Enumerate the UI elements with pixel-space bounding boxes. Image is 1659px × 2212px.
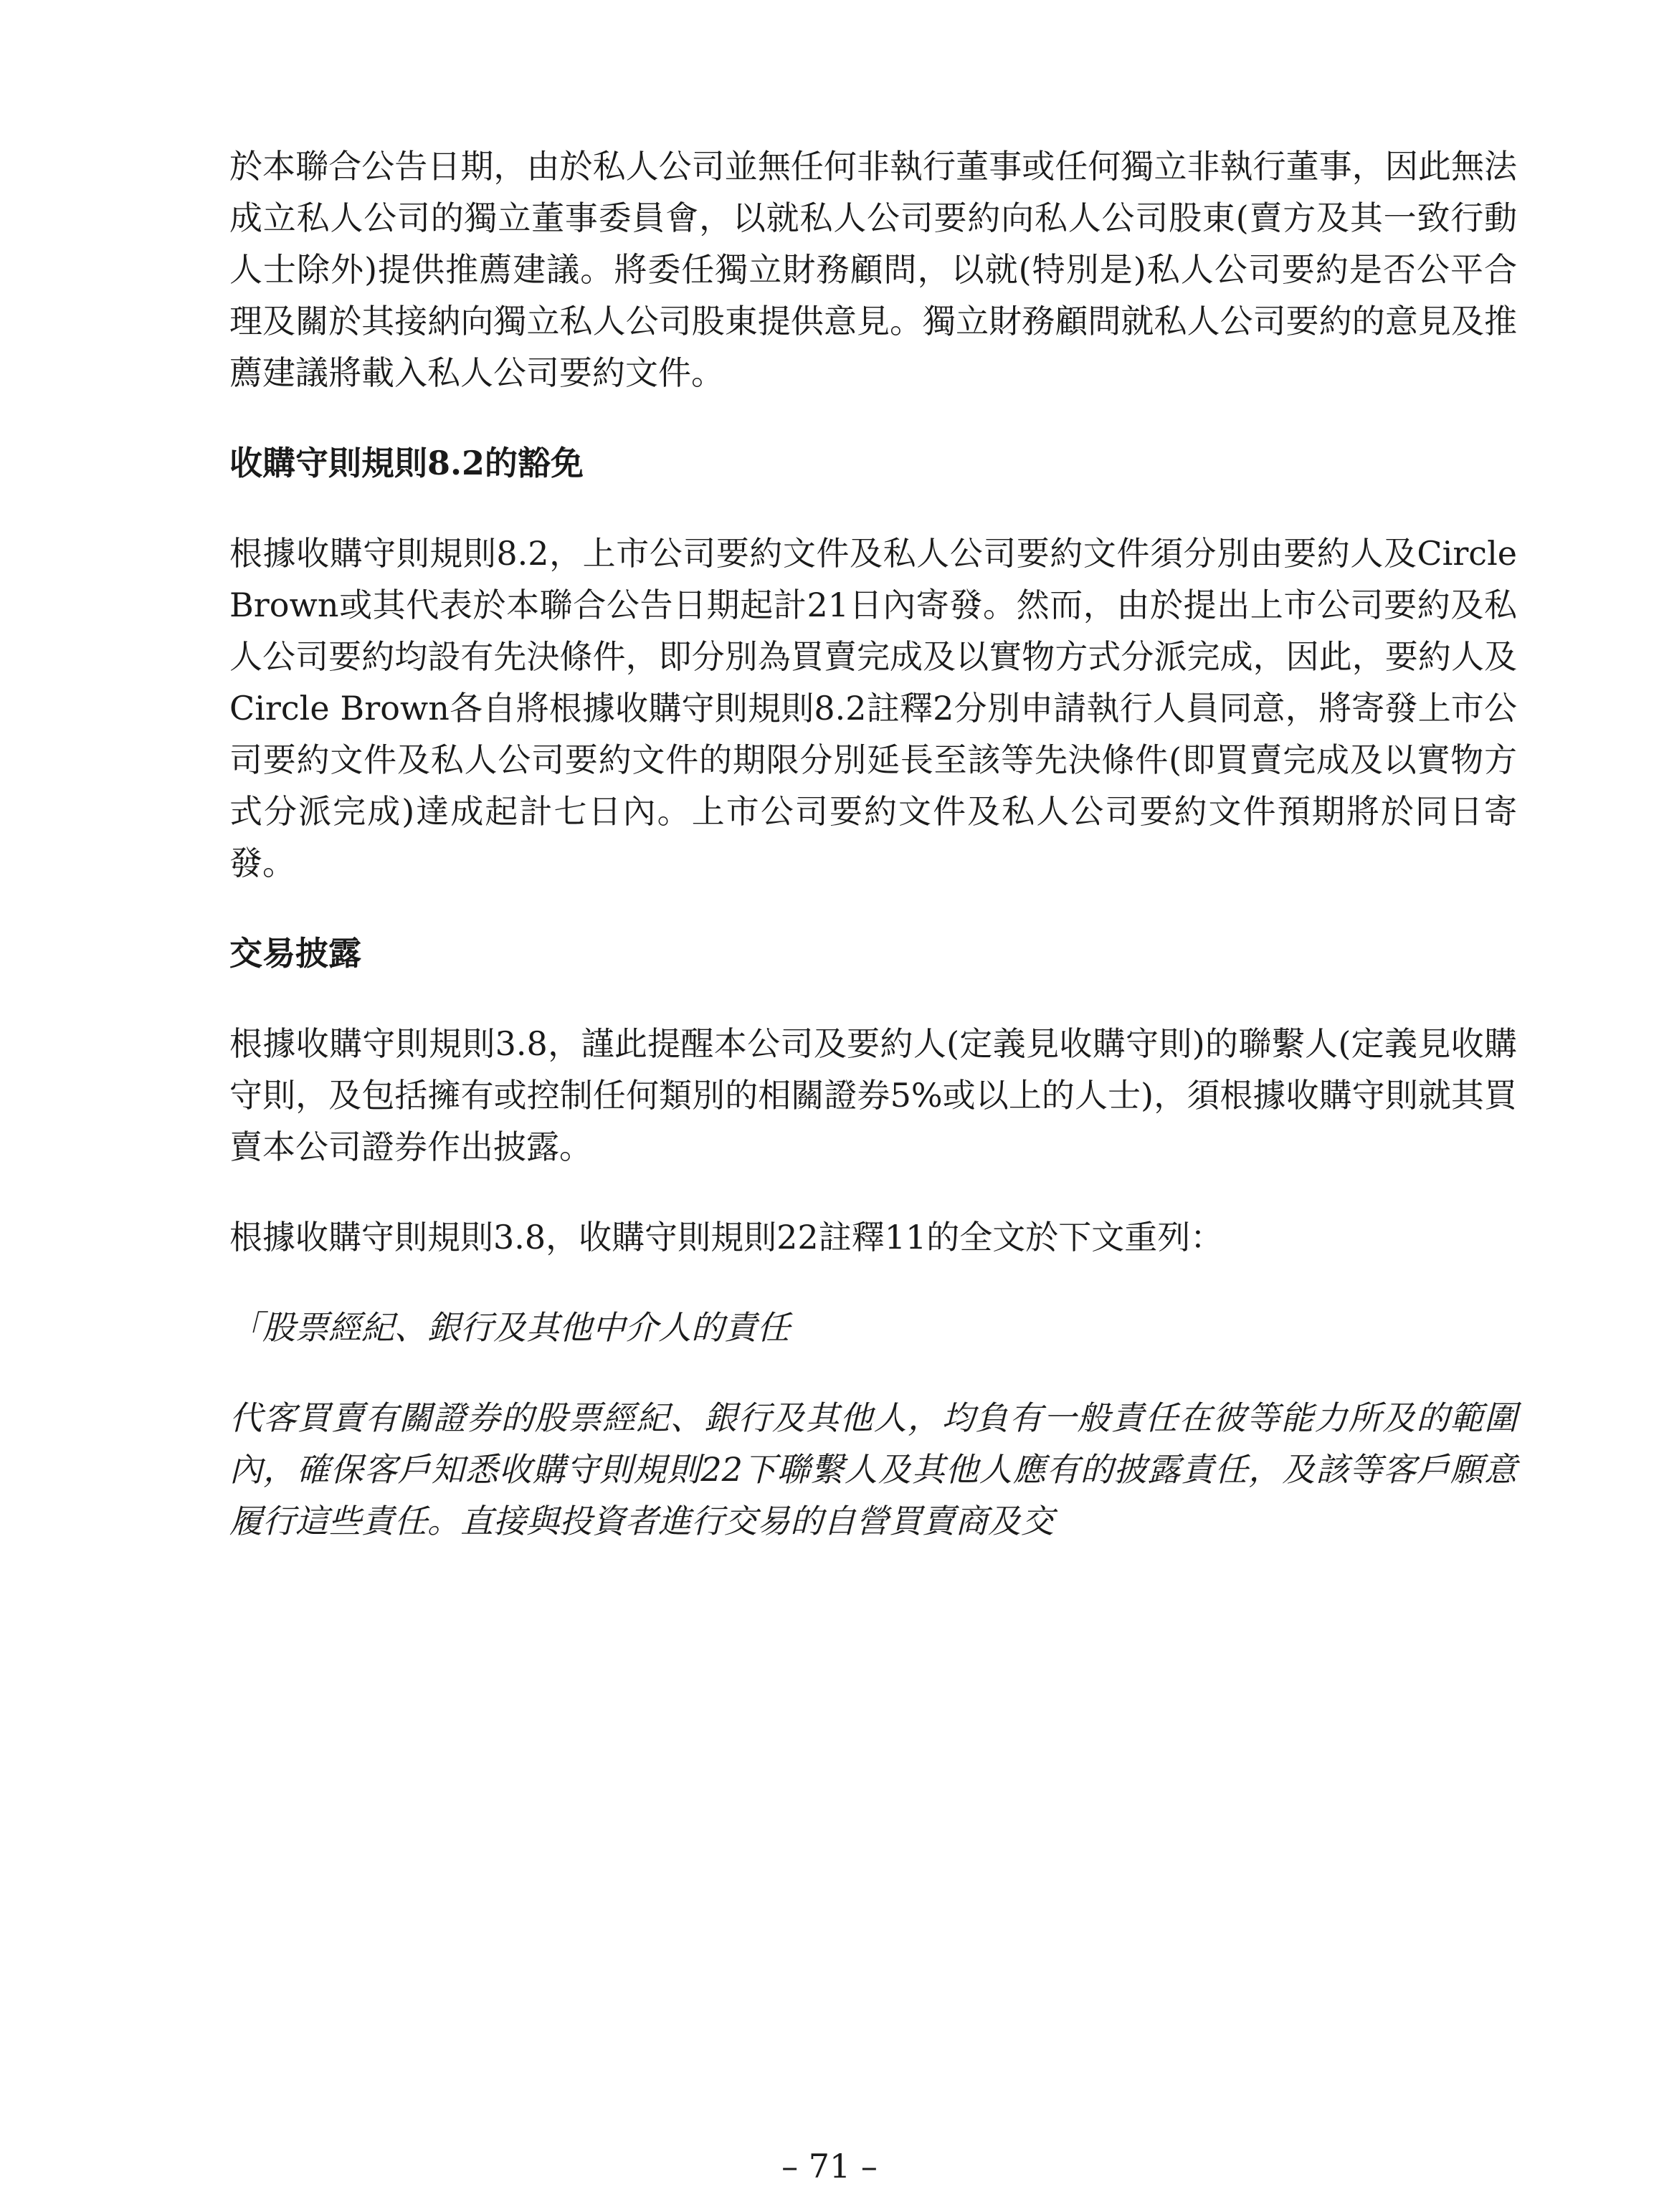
page-number: – 71 – [781,2147,878,2185]
paragraph-independent-board: 於本聯合公告日期，由於私人公司並無任何非執行董事或任何獨立非執行董事，因此無法成立私人公司的獨立董事委員會，以就私人公司要約向私人公司股東(賣方及其一致行動人士除外)提供推薦建議。將委任獨立財務顧問，以就(特別是)私人公司要約是否公平合理及關於其接納向獨立私人公司股東提供意見。獨立財務顧問就私人公司要約的意見及推薦建議將載入私人公司要約文件。 [229,147,1517,392]
section-heading-disclosure: 交易披露 [229,934,361,973]
section-heading-waiver: 收購守則規則8.2的豁免 [229,444,584,482]
paragraph-disclosure-reminder: 根據收購守則規則3.8，謹此提醒本公司及要約人(定義見收購守則)的聯繫人(定義見收購守則，及包括擁有或控制任何類別的相關證券5%或以上的人士)，須根據收購守則就其買賣本公司證券作出披露。 [229,1024,1517,1166]
quote-title: 「股票經紀、銀行及其他中介人的責任 [229,1308,790,1347]
paragraph-waiver-body: 根據收購守則規則8.2，上市公司要約文件及私人公司要約文件須分別由要約人及Circle Brown或其代表於本聯合公告日期起計21日內寄發。然而，由於提出上市公司要約及私人公司要約均設有先決條件，即分別為買賣完成及以實物方式分派完成，因此，要約人及Circle Brown各自將根據收購守則規則8.2註釋2分別申請執行人員同意，將寄發上市公司要約文件及私人公司要約文件的期限分別延長至該等先決條件(即買賣完成及以實物方式分派完成)達成起計七日內。上市公司要約文件及私人公司要約文件預期將於同日寄發。 [229,534,1517,882]
paragraph-note-reproduced: 根據收購守則規則3.8，收購守則規則22註釋11的全文於下文重列： [229,1218,1224,1257]
document-body [229,140,1517,1586]
quote-body: 代客買賣有關證券的股票經紀、銀行及其他人，均負有一般責任在彼等能力所及的範圍內，確保客戶知悉收購守則規則22下聯繫人及其他人應有的披露責任，及該等客戶願意履行這些責任。直接與投資者進行交易的自營買賣商及交 [229,1398,1517,1540]
